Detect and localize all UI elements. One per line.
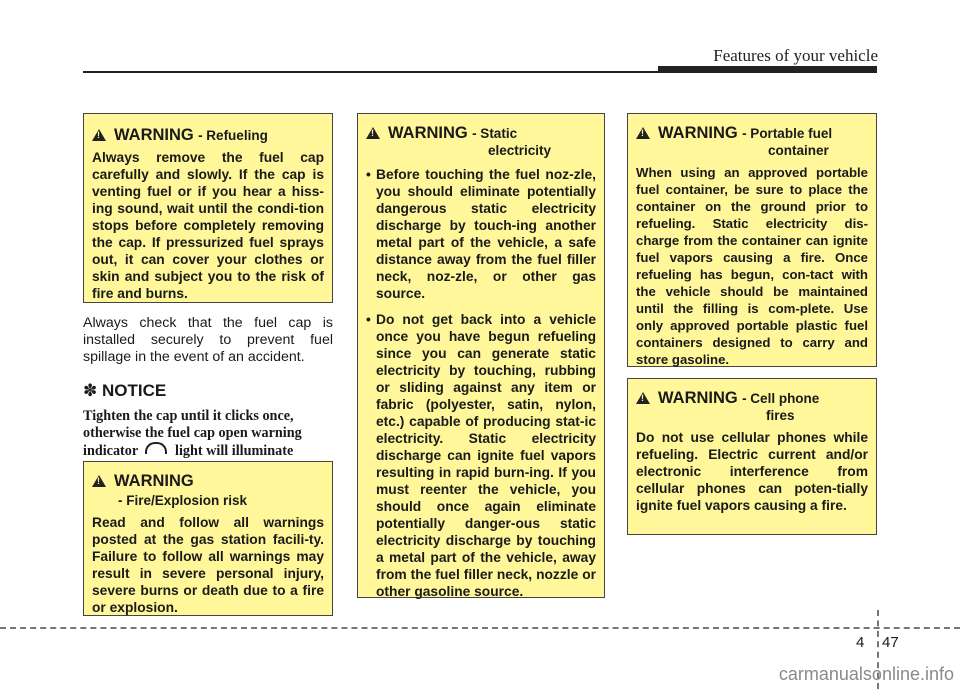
warning-title: !WARNING - Refueling	[92, 126, 324, 145]
warning-box-refueling	[83, 113, 333, 303]
warning-title: !WARNING - Static electricity	[366, 124, 596, 158]
header-rule	[83, 71, 658, 73]
page-number: 47	[882, 634, 899, 651]
warning-triangle-icon	[636, 127, 650, 139]
warning-triangle-icon	[92, 129, 106, 141]
warning-box-portable-fuel	[627, 113, 877, 367]
page-header-title: Features of your vehicle	[713, 46, 878, 65]
warning-box-static-electricity	[357, 113, 605, 598]
body-paragraph: Always check that the fuel cap is installed securely to prevent fuel spillage in the event of an accident.	[83, 315, 333, 365]
warning-triangle-icon	[636, 392, 650, 404]
warning-body: Always remove the fuel cap carefully and slowly. If the cap is venting fuel or if you hear a hiss-ing sound, wait until the condi-tion stops before completely removing the cap. If pressurized fuel sprays out, it can cover your clothes or skin and subject you to the risk of fire and burns.	[92, 150, 324, 301]
notice-section	[83, 381, 335, 460]
warning-body: Do not use cellular phones while refueling. Electric current and/or electronic interference from cellular phones can poten-tially ignite fuel vapors causing a fire.	[636, 430, 868, 513]
warning-title: !WARNING - Cell phone fires	[636, 389, 868, 423]
warning-subtitle: - Fire/Explosion risk	[118, 493, 248, 508]
warning-title: !WARNING - Portable fuel container	[636, 124, 868, 158]
warning-body: Read and follow all warnings posted at the gas station facili-ty. Failure to follow all warnings may result in severe personal injury, severe burns or death due to a fire or explosion.	[92, 515, 324, 615]
footer-rule	[0, 627, 960, 629]
watermark: carmanualsonline.info	[778, 664, 954, 684]
warning-triangle-icon	[92, 475, 106, 487]
warning-triangle-icon	[366, 127, 380, 139]
list-item: • Do not get back into a vehicle once you have begun refueling since you can generate static electricity by touching, rubbing or sliding against any item or fabric (polyester, satin, nylon, etc.) capable of producing stat-ic electricity. Static electricity discharge can ignite fuel vapors resulting in rapid burn-ing. If you must reenter the vehicle, you should once again eliminate potentially danger-ous static electricity discharge by touching a metal part of the vehicle, away from the fuel filler neck, nozzle or other gasoline source.	[366, 311, 596, 600]
list-item: • Before touching the fuel noz-zle, you should eliminate potentially dangerous static electricity discharge by touch-ing another metal part of the vehicle, a safe distance away from the fuel filler neck, noz-zle, or other gas source.	[366, 166, 596, 302]
warning-box-cell-phone	[627, 378, 877, 535]
header-tab-bar	[658, 66, 877, 73]
warning-body: When using an approved portable fuel container, be sure to place the container on the ground prior to refueling. Static electricity dis-charge from the container can ignite fuel vapors causing a fire. Once refueling has begun, con-tact with the vehicle should be maintained until the filling is com-plete. Use only approved portable plastic fuel containers designed to carry and store gasoline.	[636, 165, 868, 367]
warning-box-fire-explosion	[83, 461, 333, 616]
warning-title: !WARNING	[92, 472, 324, 491]
notice-body: Tighten the cap until it clicks once, otherwise the fuel cap open warning indicator light will illuminate	[83, 408, 302, 459]
warning-bullet-list	[366, 166, 596, 600]
chapter-number: 4	[856, 634, 865, 651]
notice-title: ✽ NOTICE	[83, 381, 167, 400]
fuel-cap-warning-icon	[145, 442, 167, 454]
